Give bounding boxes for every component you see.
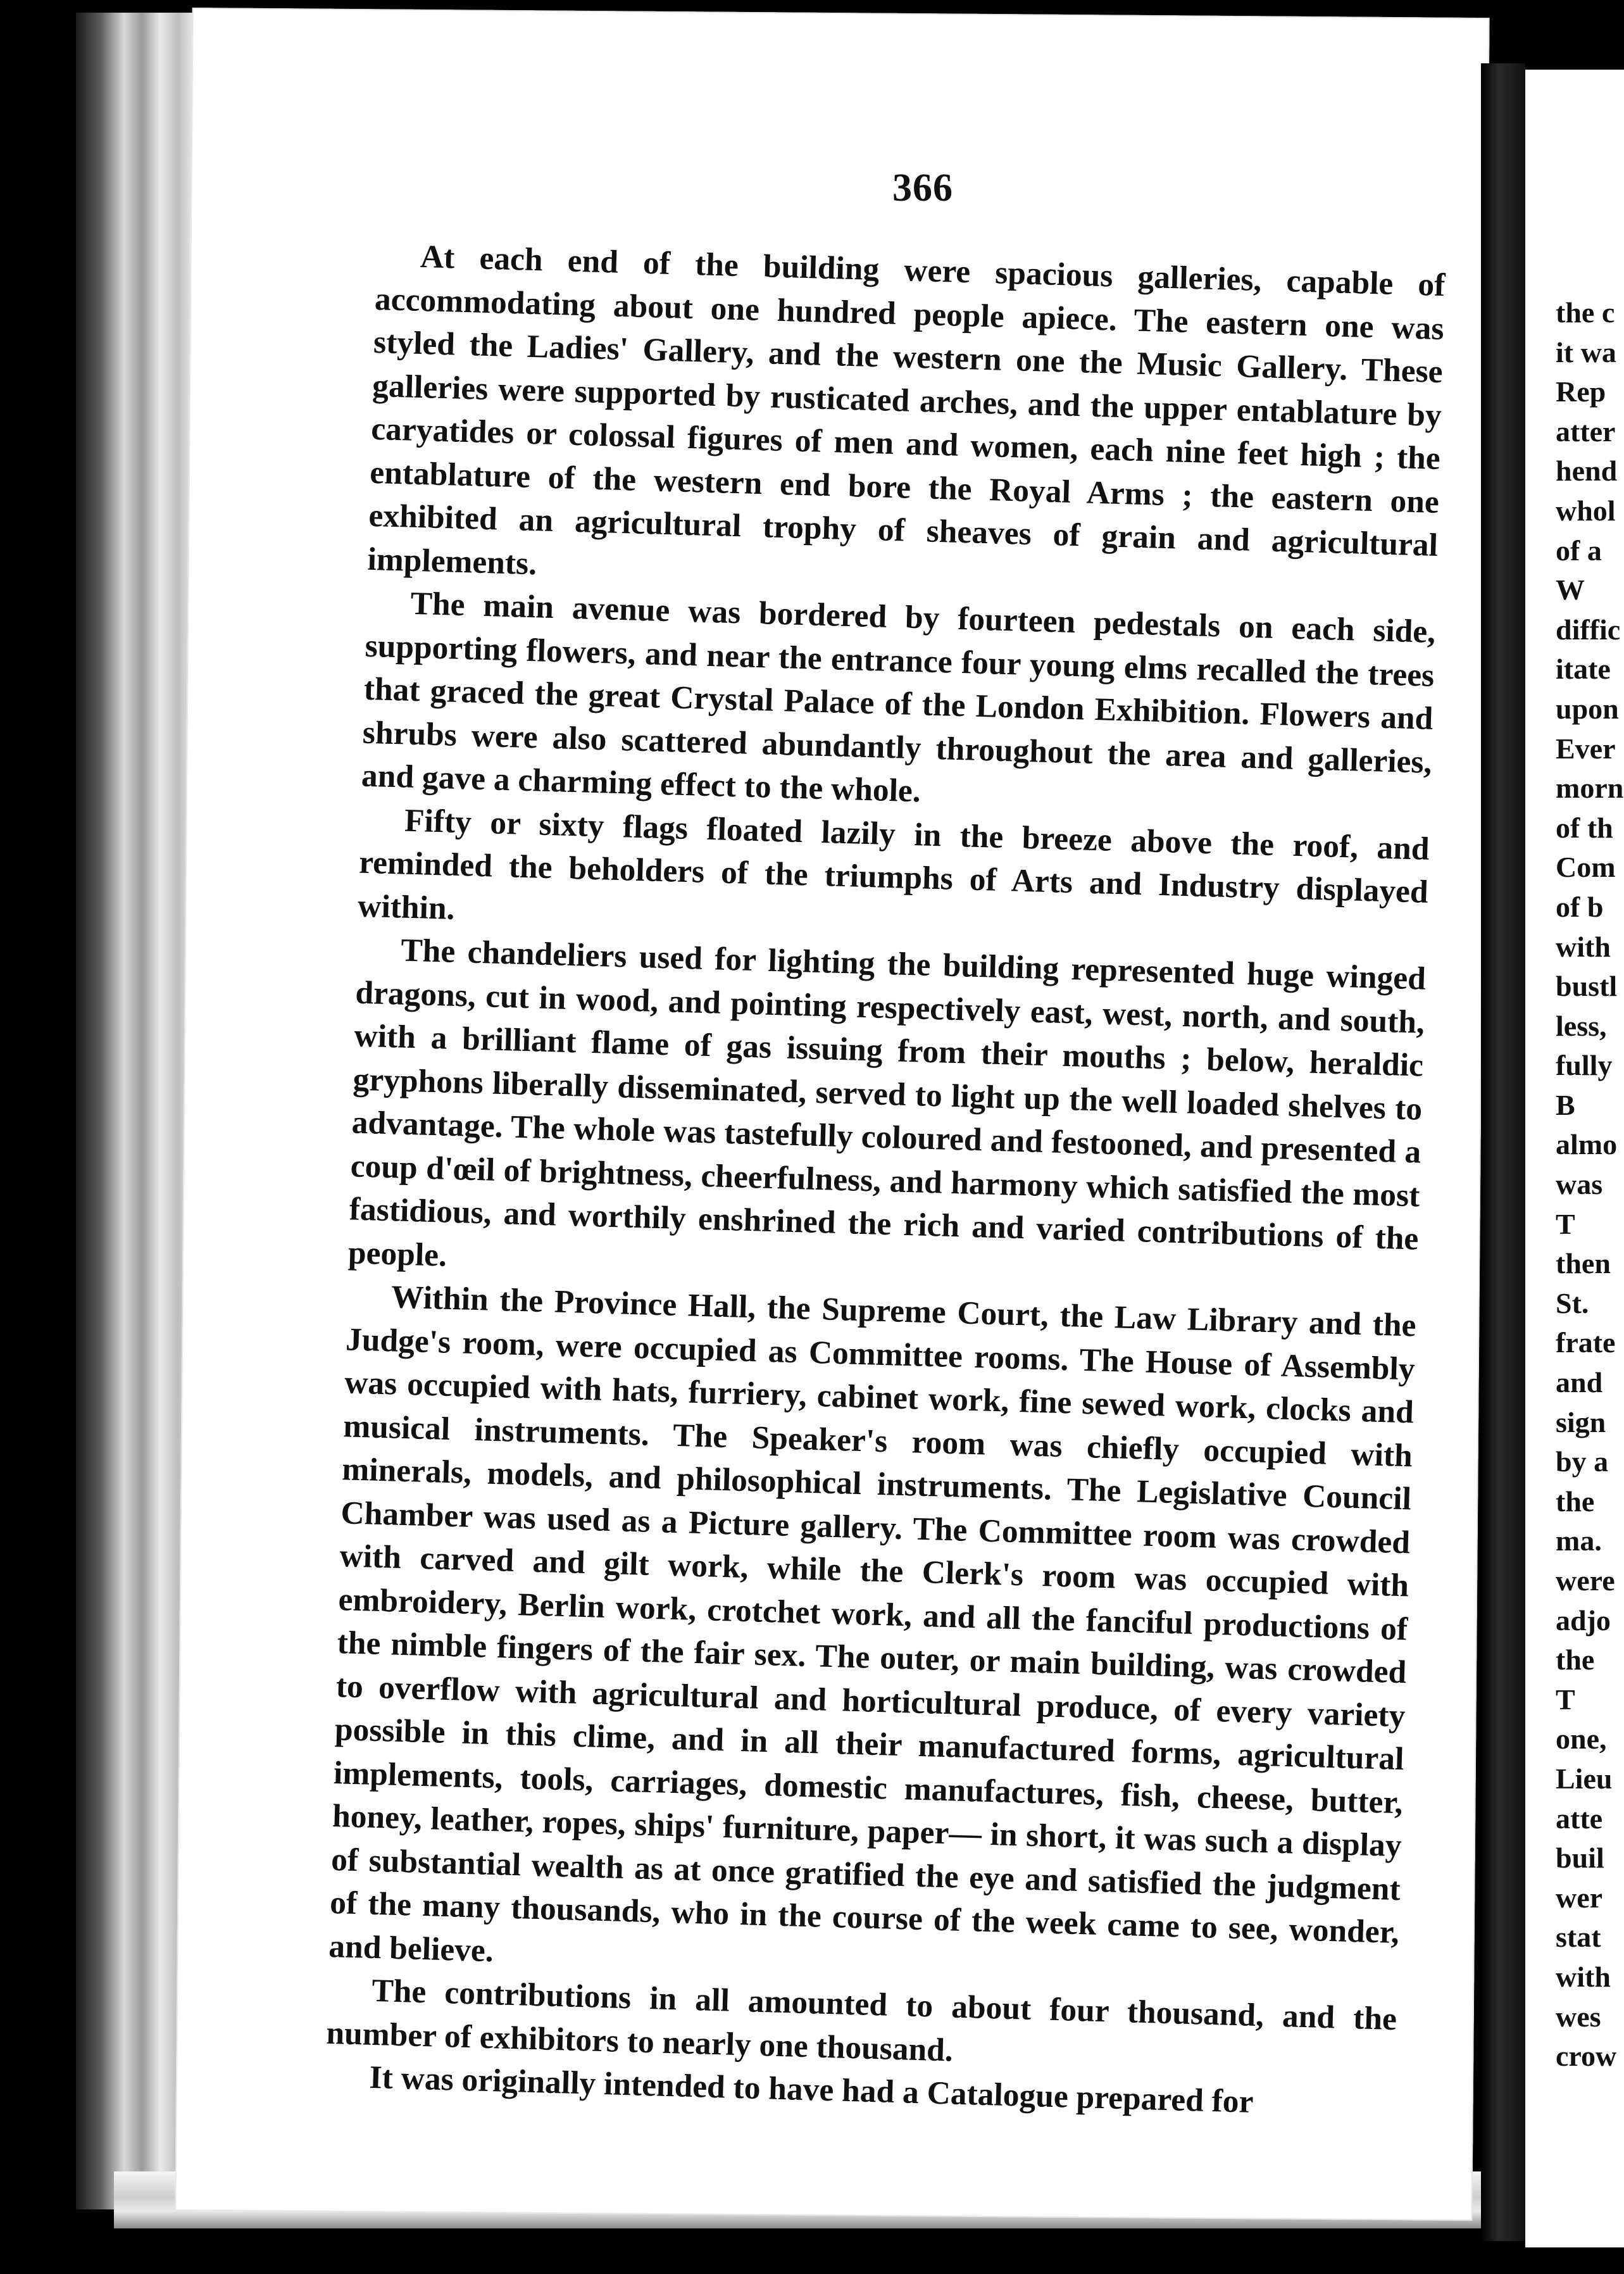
facing-page-text bbox=[1556, 293, 1624, 2076]
facing-page-line: with bbox=[1556, 930, 1611, 963]
paragraph: Within the Province Hall, the Supreme Court, the Law Library and the Judge's room, were occupied as Committee rooms. The House of Assembly was occupied with hats, furriery, cabinet work, fine sewed work, clocks and musical instruments. The Speaker's room was chiefly occupied with minerals, models, and philosophical instruments. The Legislative Council Chamber was used as a Picture gallery. The Committee room was crowded with carved and gilt work, while the Clerk's room was occupied with embroidery, Berlin work, crotchet work, and all the fanciful productions of the nimble fingers of the fair sex. The outer, or main building, was crowded to overflow with agricultural and horticultural produce, of every variety possible in this clime, and in all their manufactured forms, agricultural implements, tools, carriages, domestic manufactures, fish, cheese, butter, honey, leather, ropes, ships' furniture, paper— in short, it was such a display of substantial wealth as at once gratified the eye and satisfied the judgment of the many thousands, who in the course of the week came to see, wonder, and believe. bbox=[328, 1279, 1417, 1969]
paragraph: Fifty or sixty flags floated lazily in the breeze above the roof, and reminded the beholders of the triumphs of Arts and Industry displayed within. bbox=[357, 802, 1430, 927]
page-body-text bbox=[325, 234, 1446, 2128]
facing-page-line: was bbox=[1556, 1168, 1603, 1201]
facing-page-line: of b bbox=[1556, 890, 1604, 923]
facing-page-line: fully bbox=[1556, 1049, 1613, 1082]
facing-page-line: the bbox=[1556, 1485, 1595, 1517]
facing-page-line: T bbox=[1556, 1683, 1575, 1716]
facing-page-line: buil bbox=[1556, 1842, 1604, 1875]
facing-page-line: the c bbox=[1556, 296, 1615, 329]
facing-page-line: of a bbox=[1556, 534, 1602, 567]
facing-page-line: frate bbox=[1556, 1326, 1616, 1359]
facing-page-line: sign bbox=[1556, 1405, 1606, 1438]
facing-page-line: almo bbox=[1556, 1128, 1618, 1161]
facing-page-line: Com bbox=[1556, 851, 1616, 884]
facing-page-line: then bbox=[1556, 1247, 1611, 1280]
facing-page-line: Lieu bbox=[1556, 1762, 1613, 1795]
facing-page-line: of th bbox=[1556, 811, 1613, 844]
facing-page-line: Rep bbox=[1556, 375, 1606, 408]
facing-page-line: ma. bbox=[1556, 1524, 1602, 1557]
facing-page-line: and bbox=[1556, 1366, 1603, 1399]
paragraph: It was originally intended to have had a Catalogue prepared for bbox=[368, 2059, 1254, 2120]
facing-page-line: were bbox=[1556, 1564, 1615, 1597]
facing-page-line: T bbox=[1556, 1207, 1575, 1240]
facing-page-line: stat bbox=[1556, 1921, 1601, 1954]
facing-page-line: wes bbox=[1556, 2000, 1601, 2033]
facing-page-line: atte bbox=[1556, 1802, 1603, 1835]
facing-page-line: diffic bbox=[1556, 613, 1621, 646]
facing-page-line: morn bbox=[1556, 772, 1624, 805]
facing-page-line: whol bbox=[1556, 494, 1616, 527]
paragraph: The contributions in all amounted to about four thousand, and the number of exhibitors to nearly one thousand. bbox=[325, 1972, 1397, 2069]
facing-page-line: by a bbox=[1556, 1445, 1609, 1478]
facing-page-line: bustl bbox=[1556, 970, 1618, 1003]
facing-page-line: adjo bbox=[1556, 1604, 1611, 1636]
paragraph: At each end of the building were spacious galleries, capable of accommodating about one hundred people apiece. The eastern one was styled the Ladies' Gallery, and the western one the Music Gallery. These galleries were supported by rusticated arches, and the upper entablature by caryatides or colossal figures of men and women, each nine feet high ; the entablature of the western end bore the Royal Arms ; the eastern one exhibited an agricultural trophy of sheaves of grain and agricultural implements. bbox=[366, 238, 1446, 582]
facing-page-line: one, bbox=[1556, 1723, 1607, 1756]
facing-page-line: B bbox=[1556, 1088, 1575, 1121]
facing-page-line: hend bbox=[1556, 455, 1618, 487]
facing-page-line: atter bbox=[1556, 415, 1616, 448]
facing-page-line: upon bbox=[1556, 692, 1619, 725]
paragraph: The chandeliers used for lighting the building represented huge winged dragons, cut in wood, and pointing respectively east, west, north, and south, with a brilliant flame of gas issuing from their mouths ; below, heraldic gryphons liberally disseminated, served to light up the well loaded shelves to advantage. The whole was tastefully coloured and festooned, and presented a coup d'œil of brightness, cheerfulness, and harmony which satisfied the most fastidious, and worthily enshrined the rich and varied contributions of the people. bbox=[347, 932, 1427, 1274]
facing-page-line: itate bbox=[1556, 653, 1611, 686]
facing-page-line: wer bbox=[1556, 1881, 1603, 1914]
facing-page-line: St. bbox=[1556, 1286, 1589, 1319]
facing-page-line: W bbox=[1556, 574, 1585, 606]
book-gutter bbox=[1481, 63, 1525, 2241]
facing-page-line: it wa bbox=[1556, 336, 1616, 368]
facing-page-line: less, bbox=[1556, 1009, 1607, 1042]
facing-page-line: crow bbox=[1556, 2040, 1617, 2073]
facing-page-line: with bbox=[1556, 1960, 1611, 1993]
paragraph: The main avenue was bordered by fourteen pedestals on each side, supporting flowers, and near the entrance four young elms recalled the trees that graced the great Crystal Palace of the London Exhibition. Flowers and shrubs were also scattered abundantly throughout the area and galleries, and gave a charming effect to the whole. bbox=[361, 585, 1436, 810]
facing-page-line: the bbox=[1556, 1643, 1595, 1676]
facing-page-line: Ever bbox=[1556, 732, 1616, 765]
page-number: 366 bbox=[892, 166, 953, 210]
